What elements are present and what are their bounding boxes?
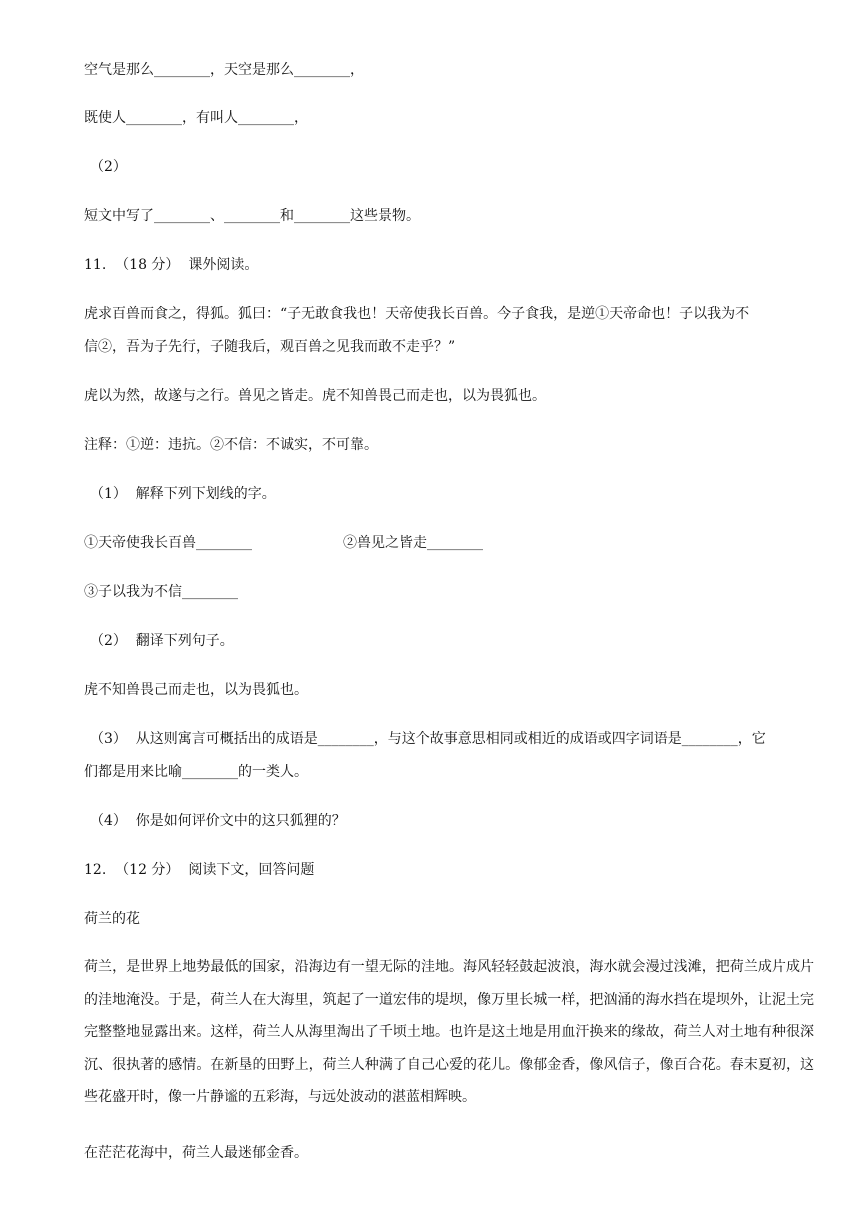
q11-fill-item-1: ①天帝使我长百兽________ — [84, 535, 252, 551]
fill-line-scenery: 短文中写了________、________和________这些景物。 — [84, 208, 420, 224]
fill-line-air-sky: 空气是那么________，天空是那么________， — [84, 62, 364, 78]
q11-passage-line-1: 虎求百兽而食之，得狐。狐曰：“子无敢食我也！天帝使我长百兽。今子食我，是逆①天帝命也！子以我为不 — [84, 306, 750, 322]
q11-fill-item-3: ③子以我为不信________ — [84, 584, 238, 600]
question-11-header: 11. （18 分） 课外阅读。 — [84, 257, 259, 273]
sub-question-2-label: （2） — [90, 159, 127, 175]
q11-sub-question-3-line-1: （3） 从这则寓言可概括出的成语是________，与这个故事意思相同或相近的成语或四字词语是________，它 — [90, 731, 766, 747]
q11-annotation: 注释：①逆：违抗。②不信：不诚实，不可靠。 — [84, 437, 378, 453]
q11-translate-sentence: 虎不知兽畏己而走也，以为畏狐也。 — [84, 682, 308, 698]
q11-sub-question-1: （1） 解释下列下划线的字。 — [90, 486, 276, 502]
q12-passage-title: 荷兰的花 — [84, 911, 140, 927]
q11-sub-question-3-line-2: 们都是用来比喻________的一类人。 — [84, 764, 308, 780]
q11-passage-line-2: 信②，吾为子先行，子随我后，观百兽之见我而敢不走乎？” — [84, 339, 456, 355]
q12-passage-paragraph-1 — [84, 951, 814, 1114]
fill-line-feelings: 既使人________，有叫人________， — [84, 110, 308, 126]
q11-sub-question-4: （4） 你是如何评价文中的这只狐狸的？ — [90, 813, 346, 829]
q12-paragraph-1-text: 荷兰，是世界上地势最低的国家，沿海边有一望无际的洼地。海风轻轻鼓起波浪，海水就会漫过浅滩，把荷兰成片成片的洼地淹没。于是，荷兰人在大海里，筑起了一道宏伟的堤坝，像万里长城一样，把汹涌的海水挡在堤坝外，让泥土完完整整地显露出来。这样，荷兰人从海里淘出了千顷土地。也许是这土地是用血汗换来的缘故，荷兰人对土地有种很深沉、很执著的感情。在新垦的田野上，荷兰人种满了自己心爱的花儿。像郁金香，像风信子，像百合花。春末夏初，这些花盛开时，像一片静谧的五彩海，与远处波动的湛蓝相辉映。 — [84, 959, 814, 1105]
question-12-header: 12. （12 分） 阅读下文，回答问题 — [84, 862, 315, 878]
q11-passage-line-3: 虎以为然，故遂与之行。兽见之皆走。虎不知兽畏己而走也，以为畏狐也。 — [84, 388, 546, 404]
q11-fill-item-2: ②兽见之皆走________ — [343, 535, 483, 551]
q11-sub-question-2: （2） 翻译下列句子。 — [90, 633, 234, 649]
q12-passage-paragraph-2: 在茫茫花海中，荷兰人最迷郁金香。 — [84, 1145, 308, 1161]
